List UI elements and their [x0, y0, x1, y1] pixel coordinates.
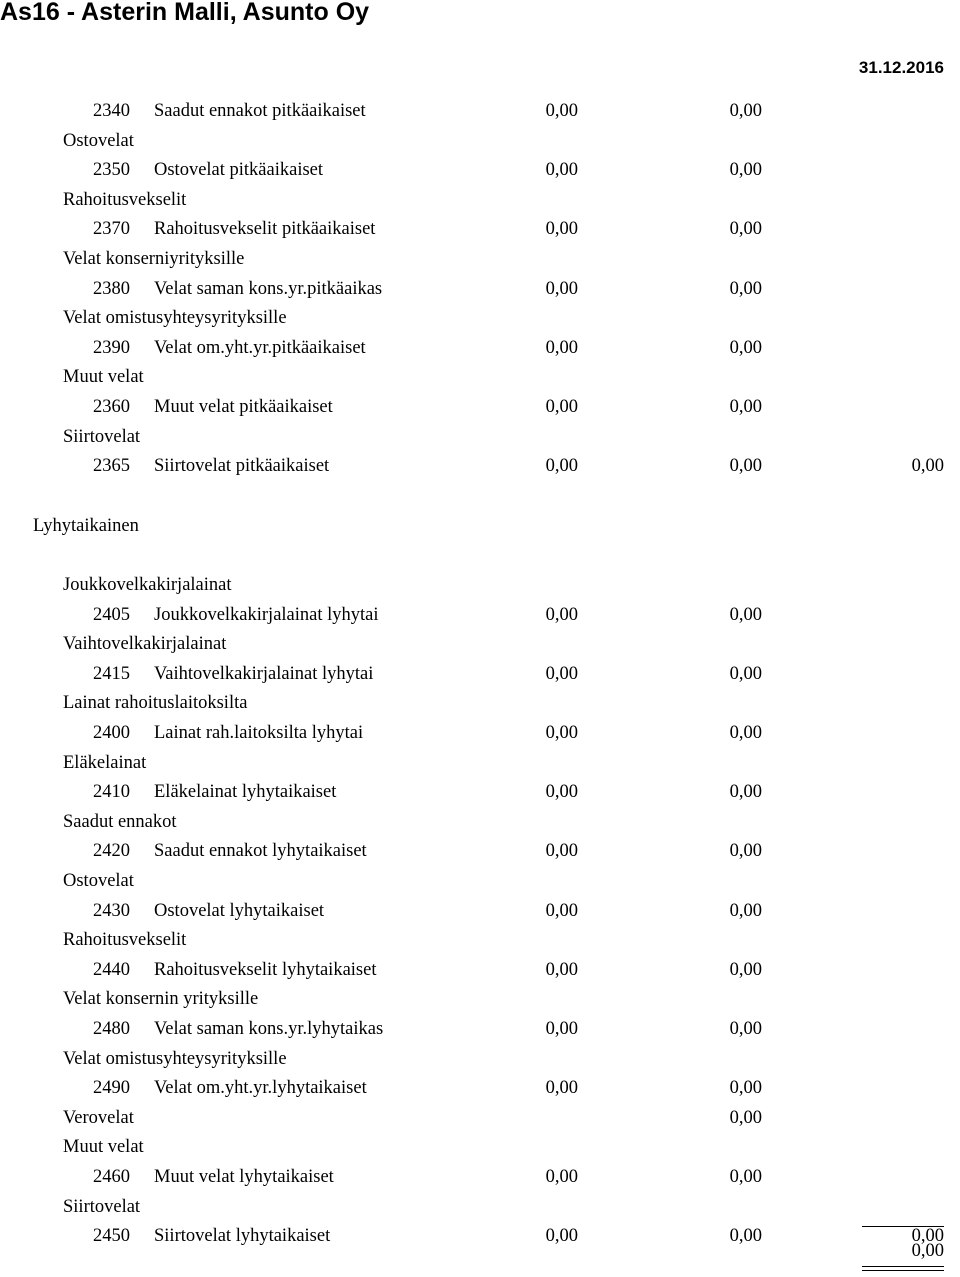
group-heading: Verovelat [63, 1107, 134, 1128]
value-column-1: 0,00 [545, 456, 578, 477]
value-column-2: 0,00 [729, 1019, 762, 1039]
value-column-1: 0,00 [545, 397, 578, 417]
account-name: Velat saman kons.yr.lyhytaikas [154, 1019, 384, 1039]
account-name: Rahoitusvekselit lyhytaikaiset [154, 959, 377, 980]
group-heading: Ostovelat [63, 871, 134, 891]
account-row [0, 900, 960, 930]
value-column-2: 0,00 [729, 278, 762, 299]
group-heading-row [0, 811, 960, 841]
group-heading-row [0, 189, 960, 219]
group-heading: Muut velat [63, 1137, 144, 1158]
total-rule [862, 1226, 944, 1227]
account-row [0, 337, 960, 367]
value-column-2: 0,00 [729, 101, 762, 121]
account-name: Siirtovelat lyhytaikaiset [154, 1226, 331, 1247]
value-column-2: 0,00 [729, 219, 762, 240]
group-heading: Eläkelainat [63, 752, 147, 773]
value-column-1: 0,00 [545, 1078, 578, 1099]
account-code: 2430 [93, 900, 130, 921]
account-row [0, 663, 960, 693]
group-heading-row [0, 248, 960, 278]
value-column-1: 0,00 [545, 1019, 578, 1039]
group-heading-row [0, 1196, 960, 1226]
account-code: 2450 [93, 1226, 130, 1247]
short-term-section-row [0, 515, 960, 545]
group-heading-row [0, 692, 960, 722]
account-code: 2400 [93, 723, 130, 743]
account-row [0, 218, 960, 248]
account-code: 2340 [93, 101, 130, 121]
group-heading-row [0, 988, 960, 1018]
report-date: 31.12.2016 [858, 58, 944, 77]
value-column-2: 0,00 [729, 337, 762, 358]
account-code: 2490 [93, 1078, 130, 1099]
value-column-2: 0,00 [729, 663, 762, 684]
group-heading: Velat omistusyhteysyrityksille [63, 1048, 287, 1069]
account-row [0, 722, 960, 752]
account-name: Velat om.yht.yr.lyhytaikaiset [154, 1078, 367, 1099]
account-code: 2365 [93, 456, 130, 477]
account-name: Velat om.yht.yr.pitkäaikaiset [154, 337, 366, 358]
group-heading-row [0, 752, 960, 782]
group-heading: Ostovelat [63, 130, 134, 151]
account-row [0, 159, 960, 189]
value-column-1: 0,00 [545, 219, 578, 240]
account-code: 2405 [93, 604, 130, 625]
account-name: Muut velat lyhytaikaiset [154, 1167, 334, 1187]
account-row [0, 100, 960, 130]
value-column-1: 0,00 [545, 959, 578, 980]
group-heading-row [0, 307, 960, 337]
account-name: Vaihtovelkakirjalainat lyhytai [154, 663, 374, 684]
double-underline [862, 1266, 944, 1271]
value-column-1: 0,00 [545, 101, 578, 121]
group-heading: Rahoitusvekselit [63, 189, 187, 210]
account-row [0, 1077, 960, 1107]
group-heading: Saadut ennakot [63, 811, 177, 832]
account-name: Rahoitusvekselit pitkäaikaiset [154, 219, 376, 240]
value-column-2: 0,00 [729, 397, 762, 417]
account-name: Velat saman kons.yr.pitkäaikas [154, 278, 383, 299]
account-code: 2390 [93, 337, 130, 358]
value-column-1: 0,00 [545, 900, 578, 921]
account-code: 2410 [93, 782, 130, 803]
account-name: Eläkelainat lyhytaikaiset [154, 782, 337, 803]
account-code: 2420 [93, 841, 130, 862]
value-column-1: 0,00 [545, 160, 578, 181]
account-code: 2415 [93, 663, 130, 684]
value-column-2: 0,00 [729, 841, 762, 862]
value-column-2: 0,00 [729, 1078, 762, 1099]
group-heading: Siirtovelat [63, 426, 141, 447]
report-title: As16 - Asterin Malli, Asunto Oy [0, 0, 370, 26]
account-row [0, 1225, 960, 1255]
value-column-1: 0,00 [545, 337, 578, 358]
value-column-2: 0,00 [729, 456, 762, 477]
group-heading-row [0, 633, 960, 663]
value-column-2: 0,00 [729, 900, 762, 921]
group-heading: Velat konserniyrityksille [63, 249, 245, 269]
group-heading: Rahoitusvekselit [63, 930, 187, 951]
value-column-1: 0,00 [545, 1167, 578, 1187]
account-row [0, 278, 960, 308]
section-heading: Lyhytaikainen [33, 516, 139, 536]
account-row [0, 1018, 960, 1048]
group-heading-row [0, 870, 960, 900]
group-heading: Joukkovelkakirjalainat [63, 575, 232, 595]
value-column-3: 0,00 [911, 456, 944, 477]
value-column-1: 0,00 [545, 278, 578, 299]
value-column-3: 0,00 [911, 1226, 944, 1247]
value-column-1: 0,00 [545, 604, 578, 625]
account-name: Joukkovelkakirjalainat lyhytai [154, 604, 379, 625]
value-column-1: 0,00 [545, 723, 578, 743]
value-column-1: 0,00 [545, 782, 578, 803]
value-column-2: 0,00 [729, 1226, 762, 1247]
account-code: 2440 [93, 959, 130, 980]
value-column-1: 0,00 [545, 1226, 578, 1247]
account-name: Saadut ennakot pitkäaikaiset [154, 101, 366, 121]
group-heading-row [0, 130, 960, 160]
account-name: Ostovelat pitkäaikaiset [154, 160, 324, 181]
account-code: 2360 [93, 397, 130, 417]
value-column-2: 0,00 [729, 1167, 762, 1187]
group-heading-row [0, 366, 960, 396]
account-name: Ostovelat lyhytaikaiset [154, 900, 325, 921]
account-row [0, 840, 960, 870]
group-heading-row [0, 1048, 960, 1078]
account-code: 2370 [93, 219, 130, 240]
account-code: 2350 [93, 160, 130, 181]
value-column-2: 0,00 [729, 723, 762, 743]
account-row [0, 455, 960, 485]
account-code: 2480 [93, 1019, 130, 1039]
group-heading: Muut velat [63, 367, 144, 388]
group-heading-row [0, 929, 960, 959]
account-row [0, 604, 960, 634]
group-heading: Vaihtovelkakirjalainat [63, 634, 227, 655]
group-heading: Siirtovelat [63, 1196, 141, 1217]
account-row [0, 1166, 960, 1196]
value-column-2: 0,00 [729, 959, 762, 980]
account-code: 2460 [93, 1167, 130, 1187]
value-column-2: 0,00 [729, 604, 762, 625]
value-column-2: 0,00 [729, 1107, 762, 1128]
account-row [0, 781, 960, 811]
account-code: 2380 [93, 278, 130, 299]
value-column-2: 0,00 [729, 160, 762, 181]
group-heading: Velat konsernin yrityksille [63, 989, 259, 1010]
account-name: Lainat rah.laitoksilta lyhytai [154, 723, 364, 743]
value-column-1: 0,00 [545, 663, 578, 684]
group-heading: Velat omistusyhteysyrityksille [63, 308, 287, 329]
value-column-2: 0,00 [729, 782, 762, 803]
group-heading: Lainat rahoituslaitoksilta [63, 693, 248, 714]
account-name: Muut velat pitkäaikaiset [154, 397, 333, 417]
account-name: Saadut ennakot lyhytaikaiset [154, 841, 367, 862]
grand-total: 0,00 [911, 1241, 944, 1261]
group-heading-row [0, 1107, 960, 1137]
value-column-1: 0,00 [545, 841, 578, 862]
account-row [0, 959, 960, 989]
account-row [0, 396, 960, 426]
group-heading-row [0, 1136, 960, 1166]
group-heading-row [0, 574, 960, 604]
account-name: Siirtovelat pitkäaikaiset [154, 456, 330, 477]
group-heading-row [0, 426, 960, 456]
